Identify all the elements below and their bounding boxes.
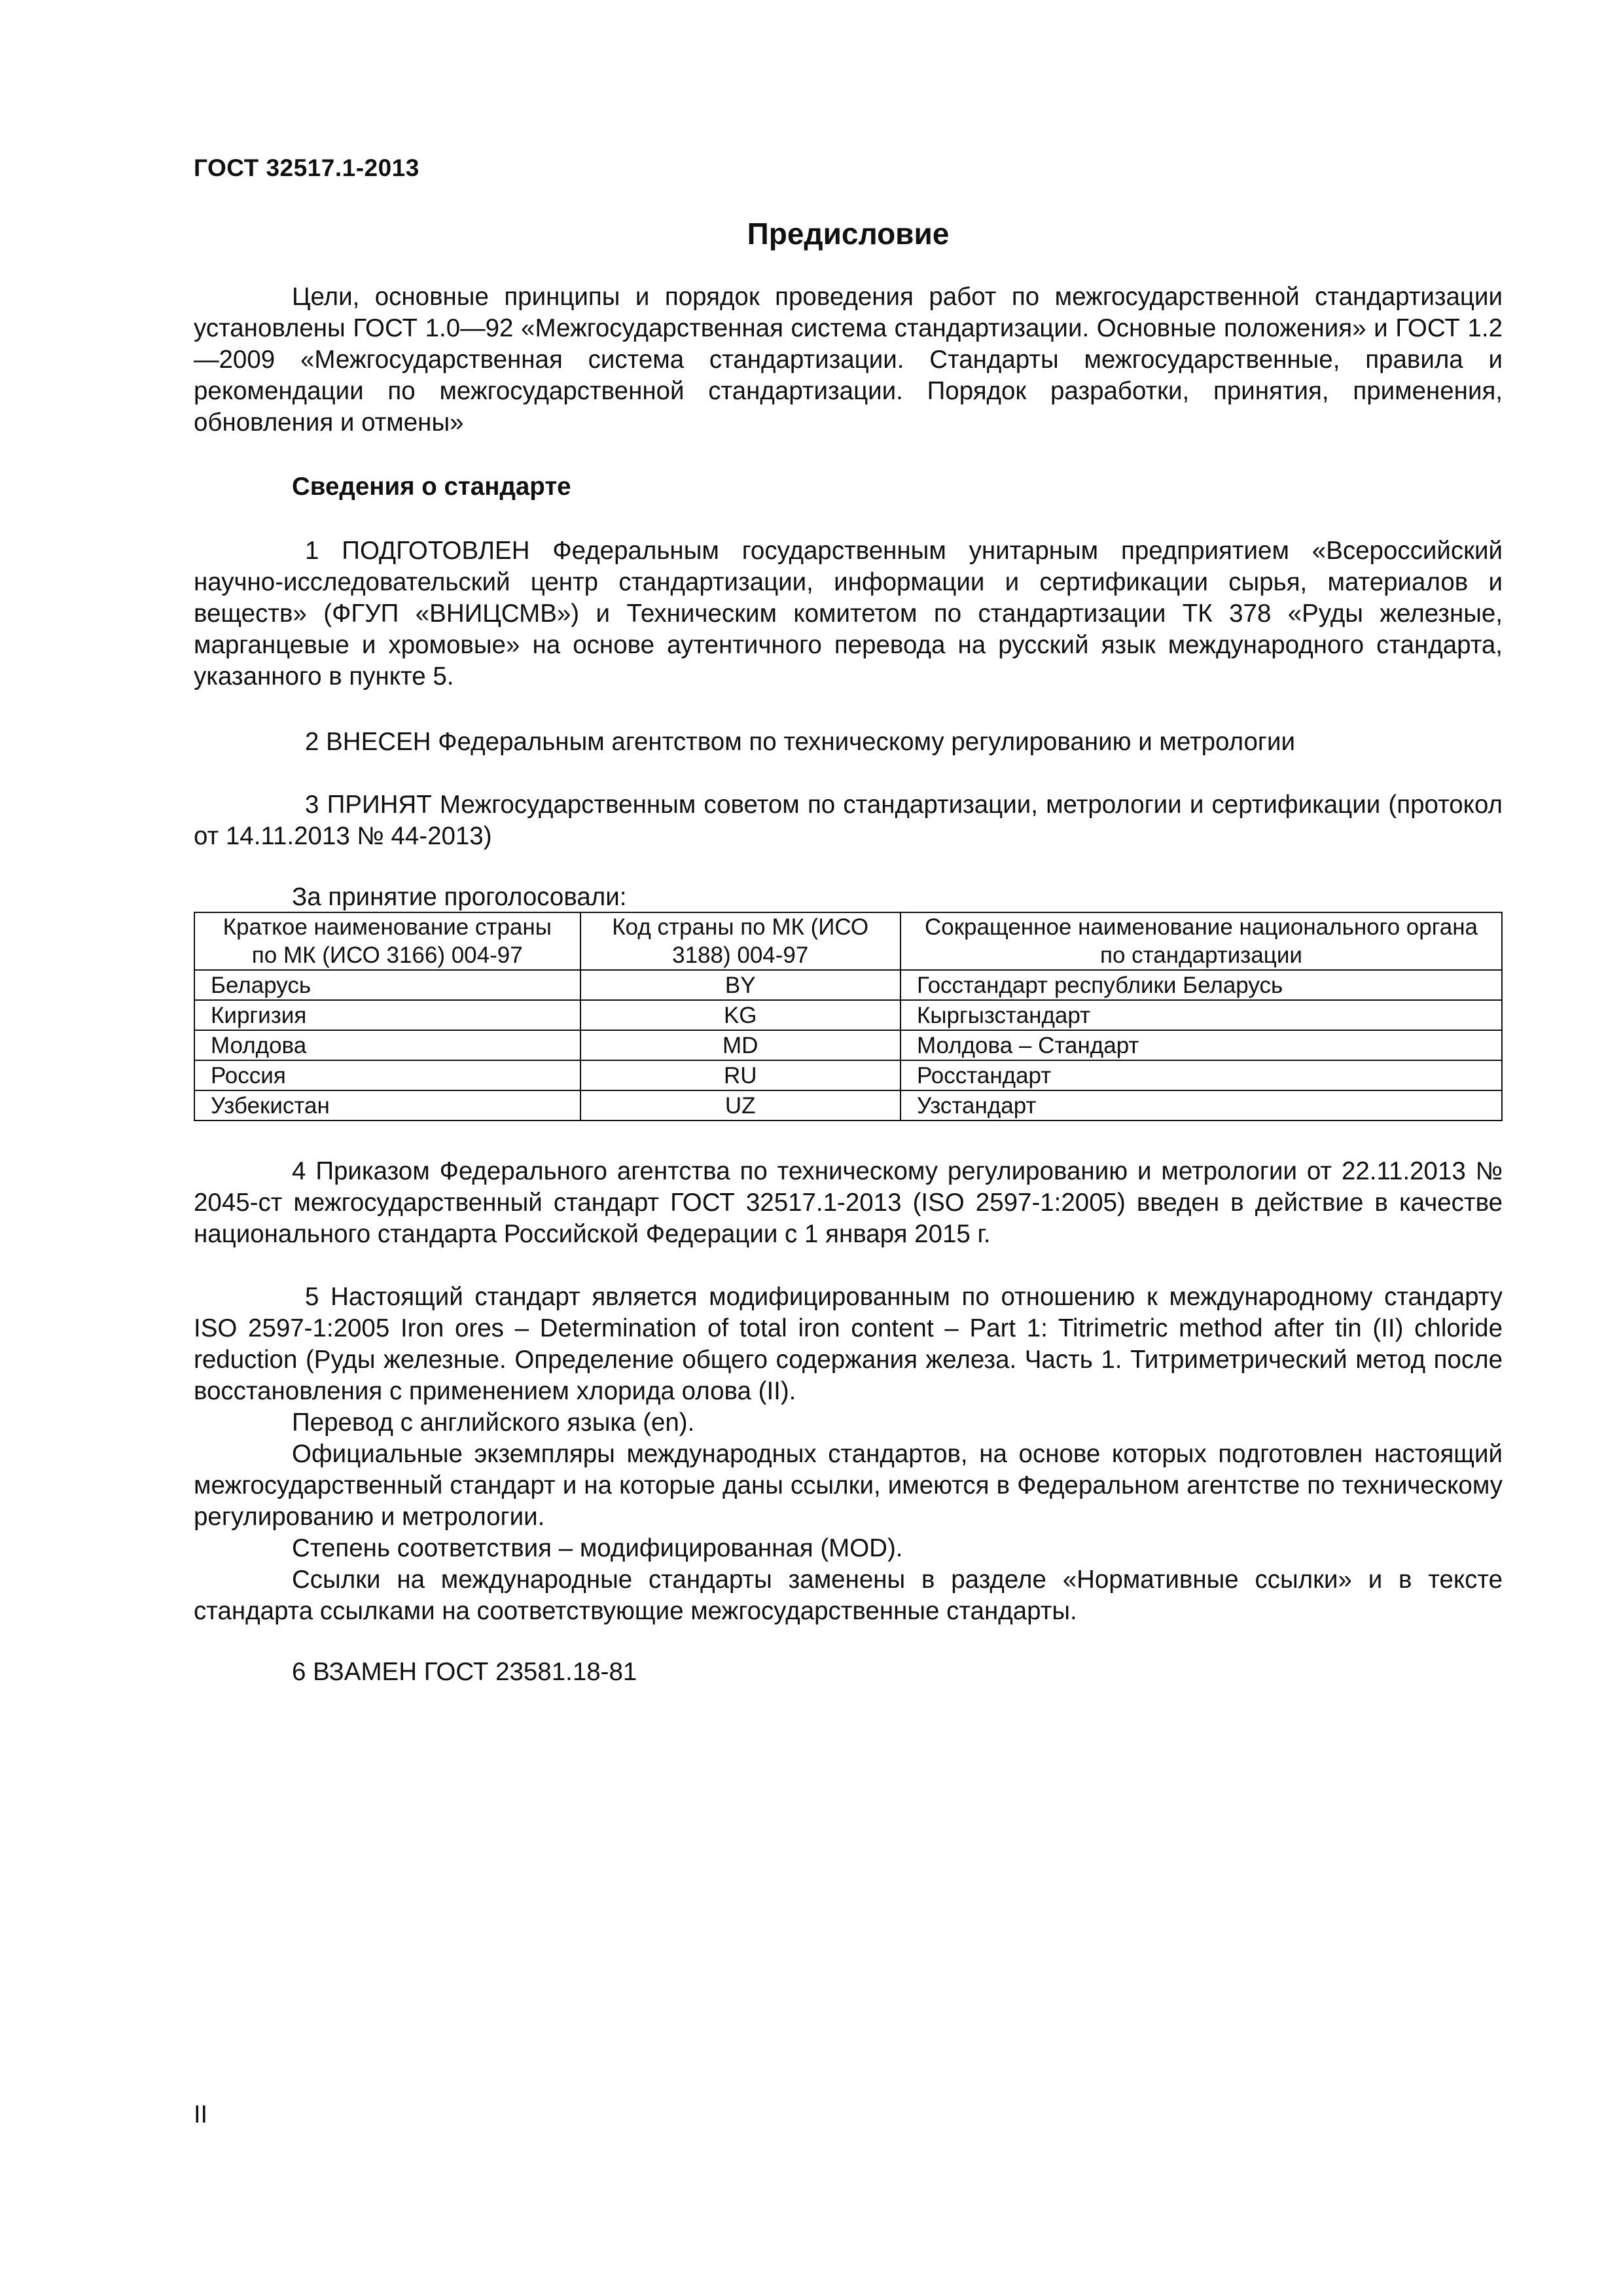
intro-paragraph: Цели, основные принципы и порядок проведения работ по межгосударственной стандартизации установлены ГОСТ 1.0—92 «Межгосударственная система стандартизации. Основные положения» и ГОСТ 1.2—2009 «Межгосударственная система стандартизации. Стандарты межгосударственные, правила и рекомендации по межгосударственной стандартизации. Порядок разработки, принятия, применения, обновления и отмены»	[194, 283, 1503, 437]
table-header-country: Краткое наименование страны по МК (ИСО 3166) 004-97	[194, 912, 580, 970]
table-cell-code: KG	[580, 1000, 901, 1030]
table-header-code: Код страны по МК (ИСО 3188) 004-97	[580, 912, 901, 970]
section-heading: Сведения о стандарте	[292, 473, 571, 501]
document-page	[194, 0, 1503, 2296]
table-cell-code: RU	[580, 1060, 901, 1090]
item2-paragraph: 2 ВНЕСЕН Федеральным агентством по техническому регулированию и метрологии	[305, 728, 1295, 756]
item5-paragraph-1: 5 Настоящий стандарт является модифицированным по отношению к международному стандарту ISO 2597-1:2005 Iron ores – Determination of total iron content – Part 1: Titrimetric method after tin (II) chloride reduction (Руды железные. Определение общего содержания железа. Часть 1. Титриметрический метод после восстановления с применением хлорида олова (II).	[194, 1283, 1503, 1405]
page-title: Предисловие	[747, 217, 950, 251]
item5-paragraph-5: Ссылки на международные стандарты заменены в разделе «Нормативные ссылки» и в тексте стандарта ссылками на соответствующие межгосударственные стандарты.	[194, 1566, 1503, 1625]
vote-caption: За принятие проголосовали:	[292, 883, 627, 911]
table-cell-country: Россия	[194, 1060, 580, 1090]
item3-paragraph: 3 ПРИНЯТ Межгосударственным советом по стандартизации, метрологии и сертификации (протокол от 14.11.2013 № 44-2013)	[194, 791, 1503, 850]
table-cell-code: MD	[580, 1030, 901, 1060]
table-header-row	[194, 912, 1502, 970]
item3-block	[194, 789, 1503, 852]
table-cell-country: Молдова	[194, 1030, 580, 1060]
item4-paragraph: 4 Приказом Федерального агентства по техническому регулированию и метрологии от 22.11.2013 № 2045-ст межгосударственный стандарт ГОСТ 32517.1-2013 (ISO 2597-1:2005) введен в действие в качестве национального стандарта Российской Федерации с 1 января 2015 г.	[194, 1157, 1503, 1248]
item4-block	[194, 1156, 1503, 1250]
table-row	[194, 1060, 1502, 1090]
table-cell-code: BY	[580, 970, 901, 1000]
table-cell-country: Беларусь	[194, 970, 580, 1000]
document-code: ГОСТ 32517.1-2013	[194, 154, 419, 181]
table-cell-organ: Кыргызстандарт	[901, 1000, 1502, 1030]
table-cell-organ: Узстандарт	[901, 1090, 1502, 1121]
table-cell-country: Узбекистан	[194, 1090, 580, 1121]
table-row	[194, 1030, 1502, 1060]
table-row	[194, 1000, 1502, 1030]
table-cell-organ: Молдова – Стандарт	[901, 1030, 1502, 1060]
intro-paragraph-block	[194, 281, 1503, 439]
table-row	[194, 970, 1502, 1000]
item5-paragraph-2: Перевод с английского языка (en).	[292, 1408, 695, 1437]
item5-block	[194, 1282, 1503, 1627]
item5-paragraph-3: Официальные экземпляры международных стандартов, на основе которых подготовлен настоящий межгосударственный стандарт и на которые даны ссылки, имеются в Федеральном агентстве по техническому регулированию и метрологии.	[194, 1440, 1503, 1531]
table-cell-organ: Госстандарт республики Беларусь	[901, 970, 1502, 1000]
table-header-organ: Сокращенное наименование национального органа по стандартизации	[901, 912, 1502, 970]
table-cell-country: Киргизия	[194, 1000, 580, 1030]
voting-table	[194, 912, 1503, 1121]
table-cell-organ: Росстандарт	[901, 1060, 1502, 1090]
voting-table-wrap	[194, 912, 1503, 1121]
item1-paragraph: 1 ПОДГОТОВЛЕН Федеральным государственным унитарным предприятием «Всероссийский научно-исследовательский центр стандартизации, информации и сертификации сырья, материалов и веществ» (ФГУП «ВНИЦСМВ») и Техническим комитетом по стандартизации ТК 378 «Руды железные, марганцевые и хромовые» на основе аутентичного перевода на русский язык международного стандарта, указанного в пункте 5.	[194, 537, 1503, 691]
table-cell-code: UZ	[580, 1090, 901, 1121]
page-number: II	[194, 2101, 208, 2128]
item6-paragraph: 6 ВЗАМЕН ГОСТ 23581.18-81	[292, 1658, 637, 1686]
item1-block	[194, 535, 1503, 692]
item5-paragraph-4: Степень соответствия – модифицированная (MOD).	[292, 1534, 903, 1562]
table-row	[194, 1090, 1502, 1121]
